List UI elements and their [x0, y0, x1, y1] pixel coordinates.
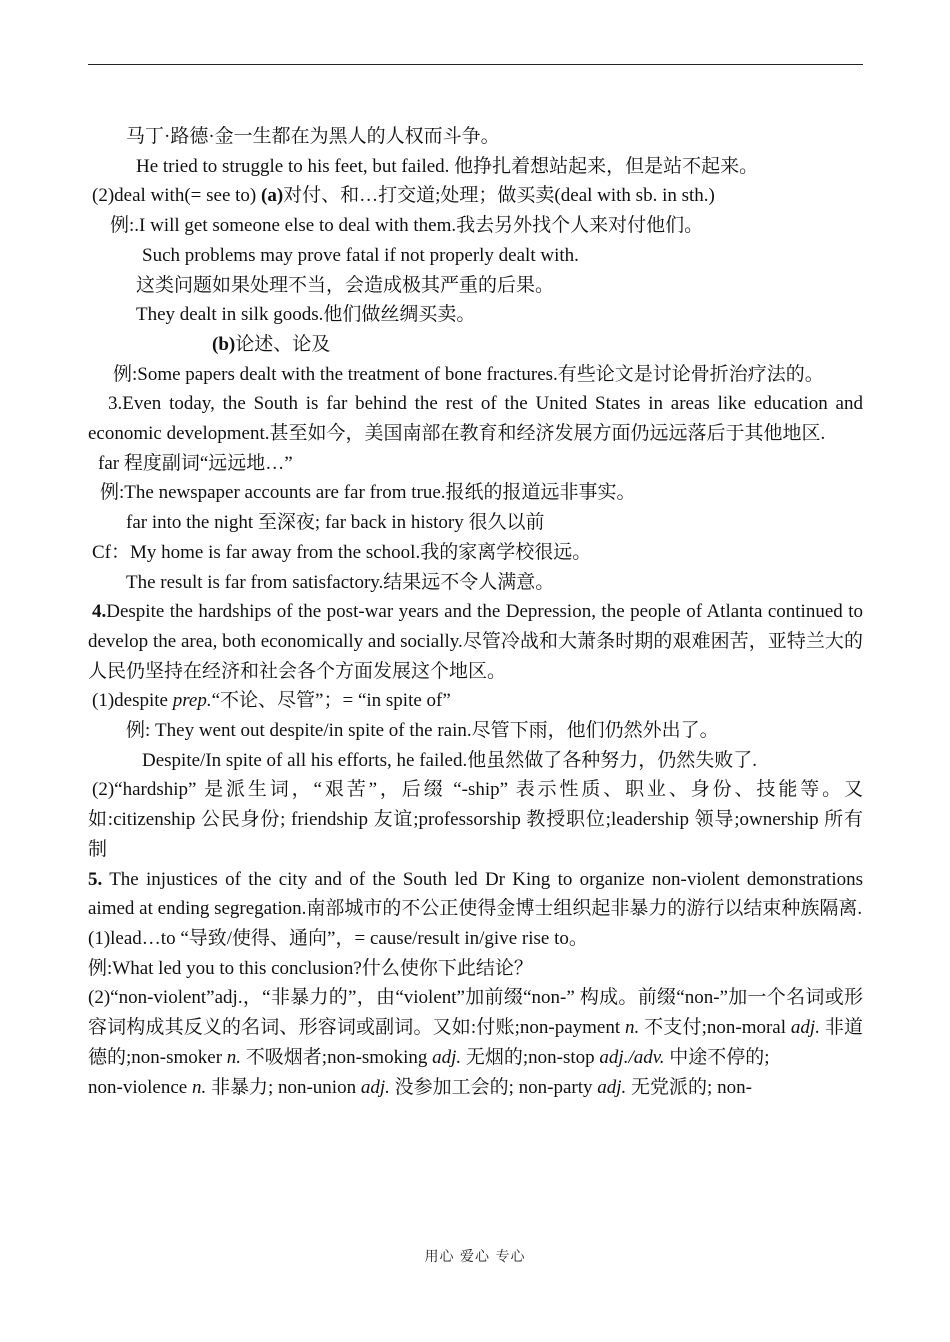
text-line: He tried to struggle to his feet, but failed. 他挣扎着想站起来，但是站不起来。 [136, 155, 759, 177]
page-footer: 用心 爱心 专心 [424, 1249, 526, 1265]
pos-label: adj./adv. [599, 1046, 665, 1068]
subpoint-label: (b) [212, 333, 236, 355]
text-span: 无烟的;non-stop [461, 1046, 600, 1068]
pos-label: adj. [360, 1076, 390, 1098]
text-span: non-violence [88, 1076, 192, 1098]
text-span: 论述、论及 [235, 333, 331, 355]
subpoint-label: (a) [261, 185, 284, 207]
text-line: The result is far from satisfactory.结果远不令人满意。 [126, 571, 555, 593]
pos-label: n. [226, 1046, 242, 1068]
text-span: 中途不停的; [664, 1046, 770, 1068]
text-line: Cf：My home is far away from the school.我的家离学校很远。 [92, 541, 592, 563]
text-span: 无党派的; non- [626, 1076, 752, 1098]
paragraph [88, 865, 863, 924]
text-span: Despite the hardships of the post-war years and the Depression, the people of Atlanta continued to develop the area, both economically and socially.尽管冷战和大萧条时期的艰难困苦，亚特兰大的人民仍坚持在经济和社会各个方面发展这个地区。 [88, 601, 863, 682]
text-span: 非暴力; non-union [206, 1076, 361, 1098]
text-span: (2)deal with(= see to) [92, 185, 261, 207]
text-line: (1)lead…to “导致/使得、通向”，= cause/result in/give rise to。 [88, 927, 588, 949]
text-span: (2)“non-violent”adj.，“非暴力的”，由“violent”加前缀“non-” 构成。前缀“non-”加一个名词或形容词构成其反义的名词、形容词或副词。又如:付账;non-payment [88, 987, 863, 1039]
text-line: far 程度副词“远远地…” [98, 452, 293, 474]
pos-label: adj. [790, 1017, 820, 1039]
text-span: 对付、和…打交道;处理；做买卖(deal with sb. in sth.) [283, 185, 715, 207]
paragraph: 3.Even today, the South is far behind the rest of the United States in areas like education and economic development.甚至如今，美国南部在教育和经济发展方面仍远远落后于其他地区. [88, 393, 863, 445]
text-line: 例: They went out despite/in spite of the rain.尽管下雨，他们仍然外出了。 [126, 720, 719, 742]
header-rule [88, 64, 863, 65]
page-body [88, 122, 863, 1102]
text-span: The injustices of the city and of the South led Dr King to organize non-violent demonstrations aimed at ending segregation.南部城市的不公正使得金博士组织起非暴力的游行以结束种族隔离. [88, 868, 863, 920]
pos-label: n. [191, 1076, 207, 1098]
text-span: 不支付;non-moral [639, 1017, 791, 1039]
text-line: Despite/In spite of all his efforts, he failed.他虽然做了各种努力，仍然失败了. [142, 749, 757, 771]
paragraph [88, 983, 863, 1072]
text-line [88, 330, 863, 360]
pos-label: prep. [172, 690, 212, 712]
text-line: 例:The newspaper accounts are far from true.报纸的报道远非事实。 [100, 482, 636, 504]
text-span: 没参加工会的; non-party [389, 1076, 598, 1098]
paragraph: 例:Some papers dealt with the treatment of bone fractures.有些论文是讨论骨折治疗法的。 [113, 363, 824, 385]
text-line: They dealt in silk goods.他们做丝绸买卖。 [136, 304, 476, 326]
text-line: 例:.I will get someone else to deal with them.我去另外找个人来对付他们。 [110, 215, 704, 237]
text-line: 这类问题如果处理不当，会造成极其严重的后果。 [136, 274, 555, 296]
pos-label: adj. [597, 1076, 627, 1098]
text-span: “不论、尽管”；= “in spite of” [211, 690, 451, 712]
text-line: 例:What led you to this conclusion?什么使你下此结论？ [88, 957, 533, 979]
text-line: far into the night 至深夜; far back in history 很久以前 [126, 512, 545, 534]
text-span: 不吸烟者;non-smoking [241, 1046, 433, 1068]
text-line: 马丁·路德·金一生都在为黑人的人权而斗争。 [126, 126, 500, 147]
pos-label: n. [625, 1017, 640, 1039]
text-line [88, 686, 863, 716]
text-line [88, 181, 863, 211]
text-span: 非道德的;non-smoker [88, 1017, 863, 1068]
text-line: Such problems may prove fatal if not properly dealt with. [142, 244, 579, 266]
paragraph: (2)“hardship” 是派生词，“艰苦”，后缀 “-ship” 表示性质、职业、身份、技能等。又如:citizenship 公民身份; friendship 友谊;professorship 教授职位;leadership 领导;ownership 所有制 [88, 779, 863, 860]
pos-label: adj. [432, 1046, 462, 1068]
text-line [88, 1073, 863, 1103]
section-number: 4. [92, 601, 107, 623]
section-number: 5. [88, 868, 103, 890]
text-span: (1)despite [92, 690, 173, 712]
paragraph [88, 597, 863, 686]
